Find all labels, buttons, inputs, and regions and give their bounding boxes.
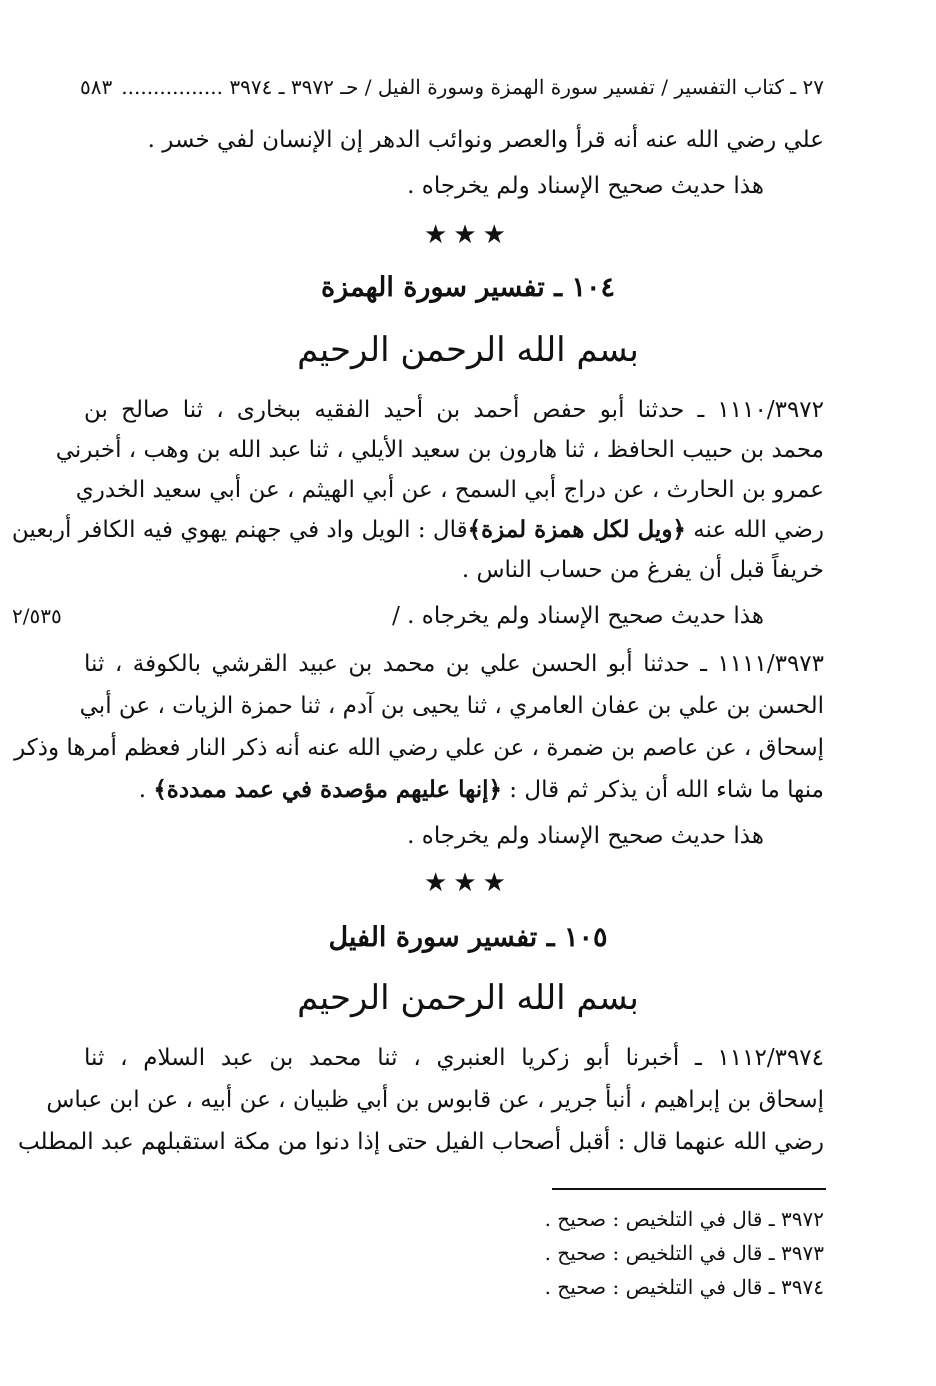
text-line: ١١١١/٣٩٧٣ ـ حدثنا أبو الحسن علي بن محمد بن عبيد القرشي بالكوفة ، ثنا: [84, 651, 824, 677]
footnote-rule: [552, 1188, 826, 1190]
footnote: ٣٩٧٣ ـ قال في التلخيص : صحيح .: [544, 1241, 824, 1265]
text-line: خريفاً قبل أن يفرغ من حساب الناس .: [461, 557, 824, 583]
section-divider: ★★★: [424, 868, 512, 898]
page-number: ٥٨٣: [80, 75, 113, 99]
quran-quote: ﴿ويل لكل همزة لمزة﴾: [467, 516, 686, 543]
text-line: هذا حديث صحيح الإسناد ولم يخرجاه .: [407, 173, 764, 199]
footnote: ٣٩٧٢ ـ قال في التلخيص : صحيح .: [544, 1207, 824, 1231]
basmala: بسم الله الرحمن الرحيم: [297, 330, 639, 370]
surah-heading: ١٠٥ ـ تفسير سورة الفيل: [328, 922, 608, 953]
text-line: هذا حديث صحيح الإسناد ولم يخرجاه . /: [392, 603, 764, 629]
text-line: إسحاق ، عن عاصم بن ضمرة ، عن علي رضي الله عنه أنه ذكر النار فعظم أمرها وذكر: [14, 735, 824, 761]
text-line: ١١١٠/٣٩٧٢ ـ حدثنا أبو حفص أحمد بن أحيد الفقيه ببخارى ، ثنا صالح بن: [84, 397, 824, 423]
surah-heading: ١٠٤ ـ تفسير سورة الهمزة: [321, 272, 615, 303]
quran-quote: ﴿إنها عليهم مؤصدة في عمد ممددة﴾: [153, 776, 502, 803]
running-header: [80, 72, 824, 102]
text-line: علي رضي الله عنه أنه قرأ والعصر ونوائب الدهر إن الإنسان لفي خسر .: [147, 127, 824, 153]
text-line: رضي الله عنهما قال : أقبل أصحاب الفيل حتى إذا دنوا من مكة استقبلهم عبد المطلب: [17, 1129, 824, 1155]
text-line: عمرو بن الحارث ، عن دراج أبي السمح ، عن أبي الهيثم ، عن أبي سعيد الخدري: [75, 477, 824, 503]
margin-reference: ٢/٥٣٥: [12, 604, 62, 628]
text-line: محمد بن حبيب الحافظ ، ثنا هارون بن سعيد الأيلي ، ثنا عبد الله بن وهب ، أخبرني: [55, 437, 824, 463]
footnote: ٣٩٧٤ ـ قال في التلخيص : صحيح .: [544, 1275, 824, 1299]
text-line: منها ما شاء الله أن يذكر ثم قال : ﴿إنها عليهم مؤصدة في عمد ممددة﴾ .: [138, 776, 824, 803]
text-line: الحسن بن علي بن عفان العامري ، ثنا يحيى بن آدم ، ثنا حمزة الزيات ، عن أبي: [79, 693, 824, 719]
text-line: هذا حديث صحيح الإسناد ولم يخرجاه .: [407, 823, 764, 849]
basmala: بسم الله الرحمن الرحيم: [297, 978, 639, 1018]
text-line: إسحاق بن إبراهيم ، أنبأ جرير ، عن قابوس بن أبي ظبيان ، عن أبيه ، عن ابن عباس: [46, 1087, 824, 1113]
section-divider: ★★★: [424, 220, 512, 250]
text-line: رضي الله عنه ﴿ويل لكل همزة لمزة﴾قال : الويل واد في جهنم يهوي فيه الكافر أربعين: [11, 516, 824, 543]
text-line: ١١١٢/٣٩٧٤ ـ أخبرنا أبو زكريا العنبري ، ثنا محمد بن عبد السلام ، ثنا: [84, 1045, 824, 1071]
header-title: ٢٧ ـ كتاب التفسير / تفسير سورة الهمزة وسورة الفيل / حـ ٣٩٧٢ ـ ٣٩٧٤ ................: [121, 75, 824, 99]
